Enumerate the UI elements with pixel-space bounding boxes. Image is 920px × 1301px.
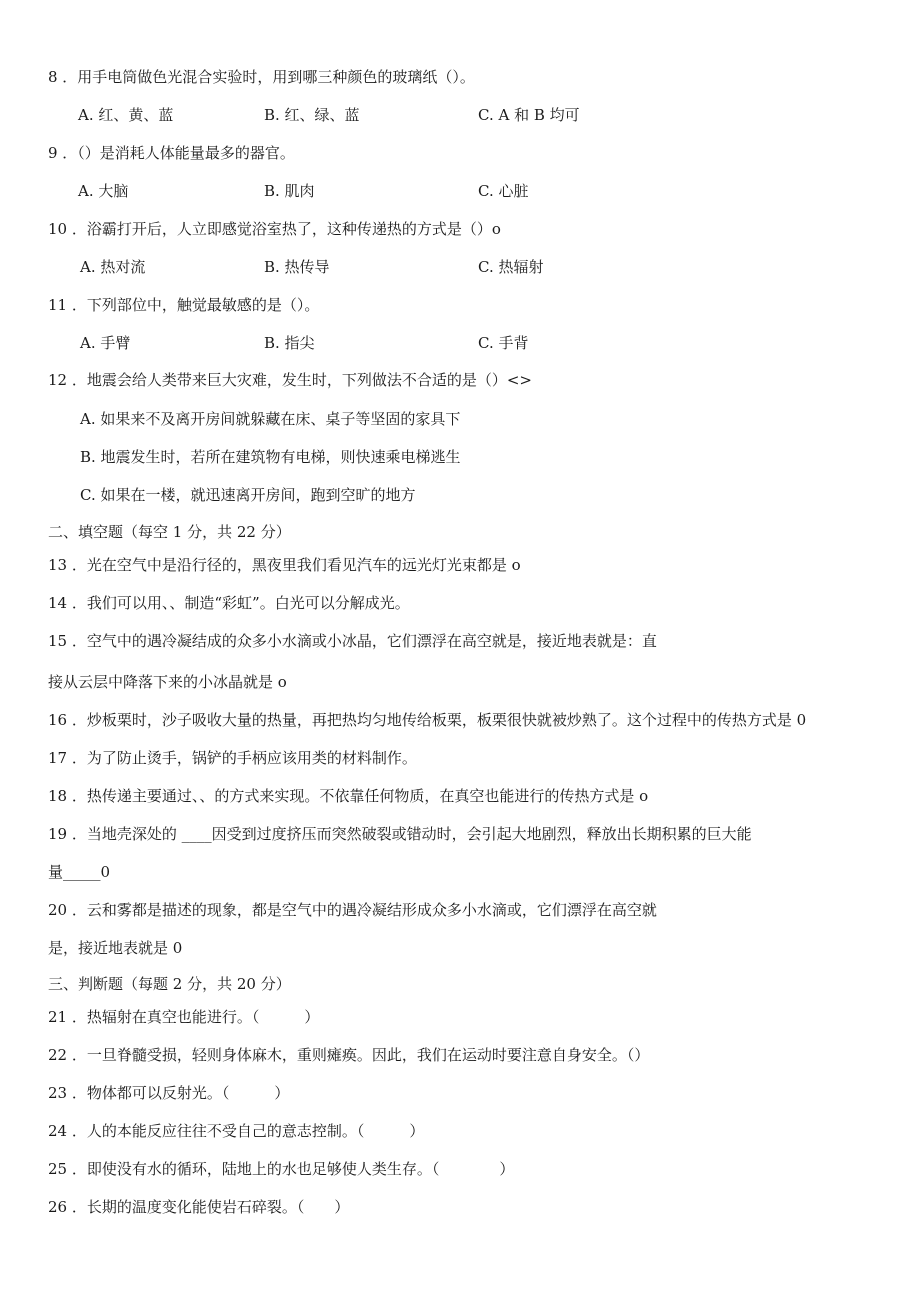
option-a: A. 大脑 — [78, 182, 129, 200]
option-c: C. A 和 B 均可 — [478, 106, 580, 124]
option-b: B. 肌肉 — [264, 182, 315, 200]
question-12-option-c: C. 如果在一楼，就迅速离开房间，跑到空旷的地方 — [80, 486, 416, 504]
question-11: 11 ．下列部位中，触觉最敏感的是（）。 — [48, 296, 320, 314]
question-10: 10 ．浴霸打开后，人立即感觉浴室热了，这种传递热的方式是（）o — [48, 220, 501, 238]
question-11-options — [0, 333, 920, 353]
question-21: 21 ．热辐射在真空也能进行。（ ） — [48, 1008, 320, 1026]
option-a: A. 热对流 — [80, 258, 146, 276]
option-b: B. 指尖 — [264, 334, 315, 352]
option-c: C. 手背 — [478, 334, 529, 352]
question-26: 26 ．长期的温度变化能使岩石碎裂。（ ） — [48, 1198, 350, 1216]
option-b: B. 热传导 — [264, 258, 330, 276]
question-15-continued: 接从云层中降落下来的小冰晶就是 o — [48, 673, 287, 691]
question-12-option-b: B. 地震发生时，若所在建筑物有电梯，则快速乘电梯逃生 — [80, 448, 461, 466]
question-20: 20 ．云和雾都是描述的现象，都是空气中的遇冷凝结形成众多小水滴或，它们漂浮在高空就 — [48, 901, 657, 919]
question-25: 25 ．即使没有水的循环，陆地上的水也足够使人类生存。（ ） — [48, 1160, 515, 1178]
question-17: 17 ．为了防止烫手，锅铲的手柄应该用类的材料制作。 — [48, 749, 417, 767]
question-9-options — [0, 181, 920, 201]
question-20-continued: 是，接近地表就是 0 — [48, 939, 183, 957]
section-heading-fill-in: 二、填空题（每空 1 分，共 22 分） — [48, 523, 291, 541]
option-b: B. 红、绿、蓝 — [264, 106, 360, 124]
question-13: 13 ．光在空气中是沿行径的，黑夜里我们看见汽车的远光灯光束都是 o — [48, 556, 521, 574]
question-18: 18 ．热传递主要通过、、的方式来实现。不依靠任何物质，在真空也能进行的传热方式是 o — [48, 787, 649, 805]
option-a: A. 红、黄、蓝 — [78, 106, 174, 124]
question-15: 15 ．空气中的遇冷凝结成的众多小水滴或小冰晶，它们漂浮在高空就是，接近地表就是：直 — [48, 632, 657, 650]
question-19: 19 ．当地壳深处的 ____因受到过度挤压而突然破裂或错动时，会引起大地剧烈，释放出长期积累的巨大能 — [48, 825, 752, 843]
question-8-options — [0, 105, 920, 125]
question-23: 23 ．物体都可以反射光。（ ） — [48, 1084, 290, 1102]
section-heading-true-false: 三、判断题（每题 2 分，共 20 分） — [48, 975, 291, 993]
question-24: 24 ．人的本能反应往往不受自己的意志控制。（ ） — [48, 1122, 425, 1140]
question-19-continued: 量_____0 — [48, 863, 111, 881]
option-c: C. 心脏 — [478, 182, 529, 200]
question-12: 12 ．地震会给人类带来巨大灾难，发生时，下列做法不合适的是（）<> — [48, 371, 532, 389]
option-a: A. 手臂 — [80, 334, 131, 352]
option-c: C. 热辐射 — [478, 258, 544, 276]
question-8: 8 ．用手电筒做色光混合实验时，用到哪三种颜色的玻璃纸（）。 — [48, 68, 475, 86]
question-16: 16 ．炒板栗时，沙子吸收大量的热量，再把热均匀地传给板栗，板栗很快就被炒熟了。这个过程中的传热方式是 0 — [48, 711, 807, 729]
question-10-options — [0, 257, 920, 277]
question-14: 14 ．我们可以用、、制造“彩虹”。白光可以分解成光。 — [48, 594, 410, 612]
question-9: 9 ．（）是消耗人体能量最多的器官。 — [48, 144, 295, 162]
question-22: 22 ．一旦脊髓受损，轻则身体麻木，重则瘫痪。因此，我们在运动时要注意自身安全。（） — [48, 1046, 650, 1064]
question-12-option-a: A. 如果来不及离开房间就躲藏在床、桌子等坚固的家具下 — [80, 410, 461, 428]
